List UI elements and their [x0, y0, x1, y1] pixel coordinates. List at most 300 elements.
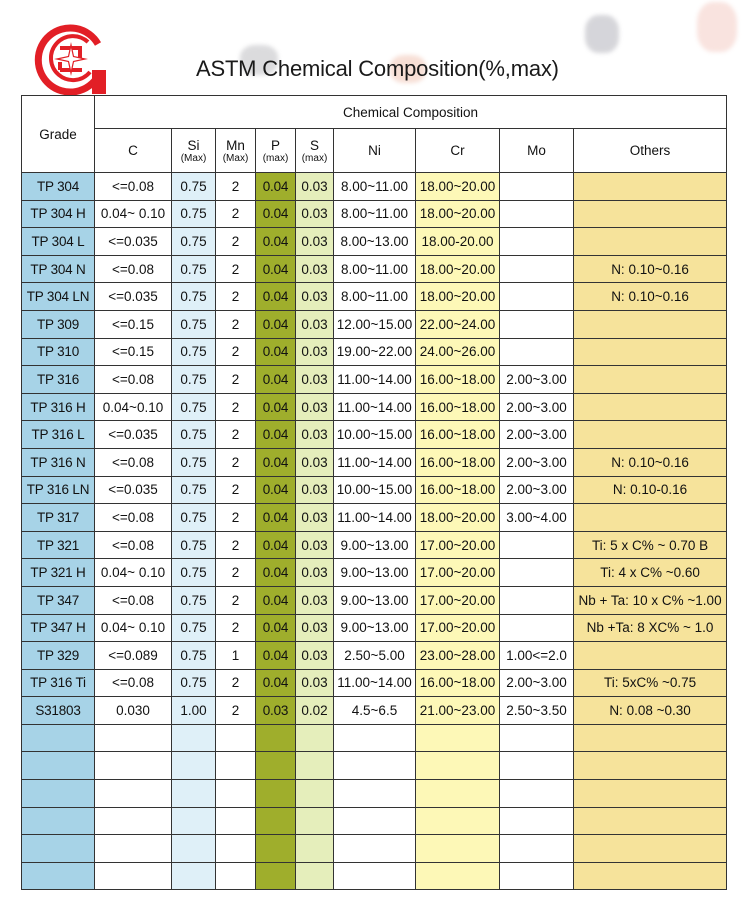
cell-si: 0.75: [172, 310, 216, 338]
cell-grade: TP 321 H: [22, 559, 95, 587]
cell-mn: 2: [216, 173, 256, 201]
cell-others: N: 0.10~0.16: [574, 448, 727, 476]
cell-grade: TP 316: [22, 366, 95, 394]
table-row: [22, 255, 727, 283]
cell-mn: 2: [216, 476, 256, 504]
cell-s: 0.03: [296, 586, 334, 614]
cell-si: 0.75: [172, 448, 216, 476]
table-row: [22, 338, 727, 366]
cell-cr: 18.00~20.00: [416, 504, 500, 532]
cell-mn: [216, 752, 256, 780]
cell-cr: 17.00~20.00: [416, 559, 500, 587]
cell-c: <=0.15: [95, 338, 172, 366]
cell-mn: 2: [216, 421, 256, 449]
cell-mo: [500, 724, 574, 752]
cell-mn: 2: [216, 504, 256, 532]
cell-p: [256, 780, 296, 808]
column-header-unit: (Max): [180, 152, 207, 164]
cell-ni: 11.00~14.00: [334, 393, 416, 421]
cell-cr: 16.00~18.00: [416, 669, 500, 697]
table-row: [22, 200, 727, 228]
cell-p: [256, 862, 296, 890]
cell-grade: [22, 780, 95, 808]
cell-s: 0.03: [296, 200, 334, 228]
cell-s: [296, 862, 334, 890]
cell-p: 0.04: [256, 173, 296, 201]
cell-others: [574, 173, 727, 201]
cell-s: 0.03: [296, 448, 334, 476]
cell-ni: [334, 807, 416, 835]
cell-grade: TP 316 Ti: [22, 669, 95, 697]
cell-ni: 2.50~5.00: [334, 642, 416, 670]
cell-others: [574, 752, 727, 780]
cell-p: 0.04: [256, 559, 296, 587]
cell-others: Ti: 4 x C% ~0.60: [574, 559, 727, 587]
cell-mn: 2: [216, 228, 256, 256]
cell-mo: 2.00~3.00: [500, 476, 574, 504]
cell-others: [574, 421, 727, 449]
cell-others: Nb +Ta: 8 XC% ~ 1.0: [574, 614, 727, 642]
cell-c: 0.030: [95, 697, 172, 725]
cell-others: N: 0.10~0.16: [574, 283, 727, 311]
cell-mo: 2.00~3.00: [500, 366, 574, 394]
cell-grade: TP 317: [22, 504, 95, 532]
cell-s: 0.03: [296, 476, 334, 504]
cell-ni: 11.00~14.00: [334, 669, 416, 697]
table-row: [22, 724, 727, 752]
cell-cr: [416, 780, 500, 808]
cell-s: 0.02: [296, 697, 334, 725]
cell-c: <=0.035: [95, 283, 172, 311]
cell-s: 0.03: [296, 283, 334, 311]
company-logo: [30, 18, 112, 98]
cell-ni: [334, 862, 416, 890]
cell-si: [172, 752, 216, 780]
cell-si: 0.75: [172, 642, 216, 670]
cell-ni: [334, 835, 416, 863]
cell-p: 0.04: [256, 393, 296, 421]
cell-cr: [416, 807, 500, 835]
table-row: [22, 448, 727, 476]
cell-others: [574, 780, 727, 808]
cell-p: 0.04: [256, 476, 296, 504]
cell-mo: 1.00<=2.0: [500, 642, 574, 670]
cell-c: [95, 835, 172, 863]
table-row: [22, 421, 727, 449]
cell-s: 0.03: [296, 531, 334, 559]
column-header-others: [574, 129, 727, 173]
cell-s: [296, 752, 334, 780]
cell-grade: TP 309: [22, 310, 95, 338]
column-header-s: [296, 129, 334, 173]
cell-s: [296, 807, 334, 835]
column-header-mo: [500, 129, 574, 173]
cell-mn: [216, 780, 256, 808]
cell-ni: [334, 724, 416, 752]
cell-c: [95, 752, 172, 780]
cell-others: [574, 338, 727, 366]
cell-si: 0.75: [172, 504, 216, 532]
cell-c: 0.04~0.10: [95, 393, 172, 421]
cell-ni: 9.00~13.00: [334, 531, 416, 559]
column-header-label: Mn: [226, 137, 245, 153]
cell-grade: TP 347 H: [22, 614, 95, 642]
cell-ni: 8.00~11.00: [334, 200, 416, 228]
cell-s: [296, 724, 334, 752]
cell-mo: [500, 310, 574, 338]
cell-mo: [500, 835, 574, 863]
cell-cr: 16.00~18.00: [416, 393, 500, 421]
cell-c: [95, 807, 172, 835]
column-header-c: [95, 129, 172, 173]
cell-p: 0.04: [256, 310, 296, 338]
cell-si: 0.75: [172, 421, 216, 449]
cell-si: [172, 862, 216, 890]
cell-mo: 2.00~3.00: [500, 421, 574, 449]
cell-mn: 1: [216, 642, 256, 670]
cell-cr: [416, 724, 500, 752]
cell-grade: TP 316 L: [22, 421, 95, 449]
cell-p: 0.04: [256, 228, 296, 256]
cell-ni: 19.00~22.00: [334, 338, 416, 366]
table-row: [22, 862, 727, 890]
cell-mo: [500, 283, 574, 311]
cell-ni: 9.00~13.00: [334, 559, 416, 587]
cell-cr: 23.00~28.00: [416, 642, 500, 670]
cell-grade: TP 304 LN: [22, 283, 95, 311]
cell-cr: 18.00~20.00: [416, 283, 500, 311]
cell-c: [95, 862, 172, 890]
cell-cr: 21.00~23.00: [416, 697, 500, 725]
cell-p: 0.04: [256, 255, 296, 283]
cell-mn: 2: [216, 338, 256, 366]
cell-mn: 2: [216, 255, 256, 283]
cell-cr: 22.00~24.00: [416, 310, 500, 338]
cell-grade: TP 329: [22, 642, 95, 670]
cell-mn: 2: [216, 366, 256, 394]
cell-s: 0.03: [296, 310, 334, 338]
cell-p: 0.04: [256, 200, 296, 228]
cell-mo: [500, 586, 574, 614]
cell-p: 0.04: [256, 531, 296, 559]
cell-c: 0.04~ 0.10: [95, 559, 172, 587]
cell-others: N: 0.10~0.16: [574, 255, 727, 283]
column-header-label: Others: [629, 143, 671, 158]
cell-grade: [22, 835, 95, 863]
chemical-composition-header: Chemical Composition: [95, 96, 727, 129]
cell-si: 0.75: [172, 283, 216, 311]
cell-s: 0.03: [296, 559, 334, 587]
cell-grade: TP 304 N: [22, 255, 95, 283]
cell-cr: 17.00~20.00: [416, 586, 500, 614]
cell-si: [172, 780, 216, 808]
cell-c: <=0.08: [95, 255, 172, 283]
cell-grade: TP 321: [22, 531, 95, 559]
cell-mn: 2: [216, 448, 256, 476]
cell-ni: 4.5~6.5: [334, 697, 416, 725]
cell-mn: [216, 835, 256, 863]
table-row: [22, 559, 727, 587]
cell-p: [256, 835, 296, 863]
cell-si: 0.75: [172, 586, 216, 614]
column-header-label: Cr: [450, 143, 465, 158]
cell-grade: TP 316 H: [22, 393, 95, 421]
cell-c: <=0.08: [95, 669, 172, 697]
cell-si: 0.75: [172, 366, 216, 394]
cell-others: Ti: 5xC% ~0.75: [574, 669, 727, 697]
cell-s: 0.03: [296, 173, 334, 201]
cell-others: [574, 393, 727, 421]
cell-ni: 11.00~14.00: [334, 448, 416, 476]
cell-grade: TP 316 LN: [22, 476, 95, 504]
cell-grade: TP 304 L: [22, 228, 95, 256]
cell-p: 0.04: [256, 283, 296, 311]
cell-ni: 8.00~11.00: [334, 173, 416, 201]
cell-others: [574, 228, 727, 256]
cell-others: [574, 310, 727, 338]
cell-mo: [500, 862, 574, 890]
cell-s: 0.03: [296, 228, 334, 256]
column-header-mn: [216, 129, 256, 173]
cell-mn: 2: [216, 531, 256, 559]
cell-mo: 2.50~3.50: [500, 697, 574, 725]
column-header-cr: [416, 129, 500, 173]
column-header-p: [256, 129, 296, 173]
table-row: [22, 669, 727, 697]
cell-mo: 2.00~3.00: [500, 393, 574, 421]
scan-smudge: [697, 2, 737, 52]
cell-c: <=0.08: [95, 366, 172, 394]
cell-c: <=0.08: [95, 586, 172, 614]
cell-ni: [334, 780, 416, 808]
cell-p: 0.04: [256, 614, 296, 642]
cell-s: 0.03: [296, 614, 334, 642]
table-row: [22, 366, 727, 394]
cell-mo: [500, 752, 574, 780]
cell-grade: TP 310: [22, 338, 95, 366]
table-row: [22, 586, 727, 614]
cell-others: [574, 835, 727, 863]
cell-s: 0.03: [296, 366, 334, 394]
cell-s: 0.03: [296, 393, 334, 421]
cell-mo: 2.00~3.00: [500, 669, 574, 697]
cell-grade: S31803: [22, 697, 95, 725]
column-header-ni: [334, 129, 416, 173]
column-header-unit: (Max): [222, 152, 249, 164]
cell-mo: [500, 531, 574, 559]
cell-ni: 8.00~13.00: [334, 228, 416, 256]
cell-mn: 2: [216, 310, 256, 338]
cell-mn: 2: [216, 200, 256, 228]
cell-cr: 24.00~26.00: [416, 338, 500, 366]
cell-mo: [500, 228, 574, 256]
cell-others: [574, 504, 727, 532]
cell-grade: TP 304 H: [22, 200, 95, 228]
cell-mo: [500, 338, 574, 366]
cell-ni: 11.00~14.00: [334, 366, 416, 394]
cell-s: [296, 780, 334, 808]
cell-p: 0.04: [256, 586, 296, 614]
cell-mn: 2: [216, 669, 256, 697]
cell-others: Nb + Ta: 10 x C% ~1.00: [574, 586, 727, 614]
cell-p: 0.04: [256, 421, 296, 449]
cell-si: [172, 807, 216, 835]
table-row: [22, 531, 727, 559]
cell-ni: 10.00~15.00: [334, 476, 416, 504]
cell-si: 0.75: [172, 173, 216, 201]
cell-p: [256, 752, 296, 780]
column-header-label: Mo: [527, 143, 546, 158]
cell-p: 0.04: [256, 669, 296, 697]
cell-si: 0.75: [172, 338, 216, 366]
cell-mo: [500, 614, 574, 642]
cell-mn: 2: [216, 393, 256, 421]
cell-mo: [500, 807, 574, 835]
cell-mo: [500, 559, 574, 587]
cell-c: 0.04~ 0.10: [95, 200, 172, 228]
cell-s: 0.03: [296, 338, 334, 366]
column-header-unit: (max): [301, 152, 328, 164]
table-row: [22, 173, 727, 201]
cell-grade: TP 304: [22, 173, 95, 201]
scan-smudge: [585, 15, 619, 53]
cell-ni: 11.00~14.00: [334, 504, 416, 532]
cell-cr: [416, 752, 500, 780]
cell-mo: [500, 255, 574, 283]
cell-ni: 9.00~13.00: [334, 614, 416, 642]
column-header-label: C: [128, 143, 138, 158]
table-row: [22, 752, 727, 780]
cell-p: [256, 724, 296, 752]
cell-grade: [22, 752, 95, 780]
table-row: [22, 697, 727, 725]
cell-cr: [416, 835, 500, 863]
column-header-label: Ni: [368, 143, 381, 158]
cell-mn: [216, 807, 256, 835]
cell-others: [574, 807, 727, 835]
cell-s: 0.03: [296, 669, 334, 697]
cell-mn: 2: [216, 697, 256, 725]
cell-ni: 9.00~13.00: [334, 586, 416, 614]
cell-others: [574, 200, 727, 228]
cell-mo: [500, 780, 574, 808]
cell-mo: [500, 173, 574, 201]
cell-grade: [22, 862, 95, 890]
cell-c: [95, 724, 172, 752]
column-header-label: P: [270, 137, 280, 153]
cell-s: 0.03: [296, 421, 334, 449]
cell-cr: 16.00~18.00: [416, 421, 500, 449]
cell-others: [574, 724, 727, 752]
cell-others: N: 0.10-0.16: [574, 476, 727, 504]
cell-mo: [500, 200, 574, 228]
cell-cr: 18.00~20.00: [416, 200, 500, 228]
table-row: [22, 780, 727, 808]
cell-ni: [334, 752, 416, 780]
table-row: [22, 228, 727, 256]
cell-cr: 18.00-20.00: [416, 228, 500, 256]
cell-si: 0.75: [172, 476, 216, 504]
cell-p: [256, 807, 296, 835]
cell-mo: 3.00~4.00: [500, 504, 574, 532]
cell-cr: 17.00~20.00: [416, 614, 500, 642]
cell-grade: TP 316 N: [22, 448, 95, 476]
cell-cr: 18.00~20.00: [416, 255, 500, 283]
cell-p: 0.04: [256, 338, 296, 366]
cell-si: 0.75: [172, 669, 216, 697]
cell-cr: [416, 862, 500, 890]
cell-mn: [216, 724, 256, 752]
grade-header: Grade: [22, 96, 95, 173]
cell-c: 0.04~ 0.10: [95, 614, 172, 642]
cell-grade: [22, 724, 95, 752]
cell-s: [296, 835, 334, 863]
cell-c: <=0.08: [95, 531, 172, 559]
cell-p: 0.04: [256, 366, 296, 394]
cell-si: 0.75: [172, 200, 216, 228]
cell-p: 0.04: [256, 642, 296, 670]
cell-s: 0.03: [296, 255, 334, 283]
cell-others: [574, 642, 727, 670]
table-row: [22, 807, 727, 835]
cell-ni: 12.00~15.00: [334, 310, 416, 338]
cell-others: N: 0.08 ~0.30: [574, 697, 727, 725]
cell-s: 0.03: [296, 504, 334, 532]
cell-mn: [216, 862, 256, 890]
chemical-composition-table: [21, 95, 727, 890]
column-header-si: [172, 129, 216, 173]
column-header-label: S: [309, 137, 319, 153]
cell-grade: [22, 807, 95, 835]
cell-cr: 18.00~20.00: [416, 173, 500, 201]
cell-others: [574, 366, 727, 394]
cell-c: <=0.089: [95, 642, 172, 670]
cell-others: Ti: 5 x C% ~ 0.70 B: [574, 531, 727, 559]
table-row: [22, 310, 727, 338]
cell-si: 1.00: [172, 697, 216, 725]
column-header-label: Si: [187, 137, 200, 153]
cell-mo: 2.00~3.00: [500, 448, 574, 476]
cell-mn: 2: [216, 559, 256, 587]
cell-mn: 2: [216, 586, 256, 614]
table-row: [22, 283, 727, 311]
cell-si: 0.75: [172, 393, 216, 421]
cell-cr: 16.00~18.00: [416, 366, 500, 394]
cell-si: 0.75: [172, 559, 216, 587]
cell-si: 0.75: [172, 228, 216, 256]
cell-si: 0.75: [172, 614, 216, 642]
cell-c: <=0.15: [95, 310, 172, 338]
cell-c: <=0.035: [95, 228, 172, 256]
page-title: ASTM Chemical Composition(%,max): [196, 56, 559, 81]
cell-c: [95, 780, 172, 808]
cell-ni: 8.00~11.00: [334, 255, 416, 283]
cell-p: 0.03: [256, 697, 296, 725]
cell-c: <=0.08: [95, 173, 172, 201]
table-row: [22, 614, 727, 642]
cell-mn: 2: [216, 614, 256, 642]
cell-c: <=0.035: [95, 421, 172, 449]
cell-c: <=0.08: [95, 448, 172, 476]
cell-p: 0.04: [256, 448, 296, 476]
cell-c: <=0.08: [95, 504, 172, 532]
table-row: [22, 642, 727, 670]
cell-s: 0.03: [296, 642, 334, 670]
cell-cr: 16.00~18.00: [416, 476, 500, 504]
cell-si: 0.75: [172, 531, 216, 559]
table-row: [22, 476, 727, 504]
cell-c: <=0.035: [95, 476, 172, 504]
